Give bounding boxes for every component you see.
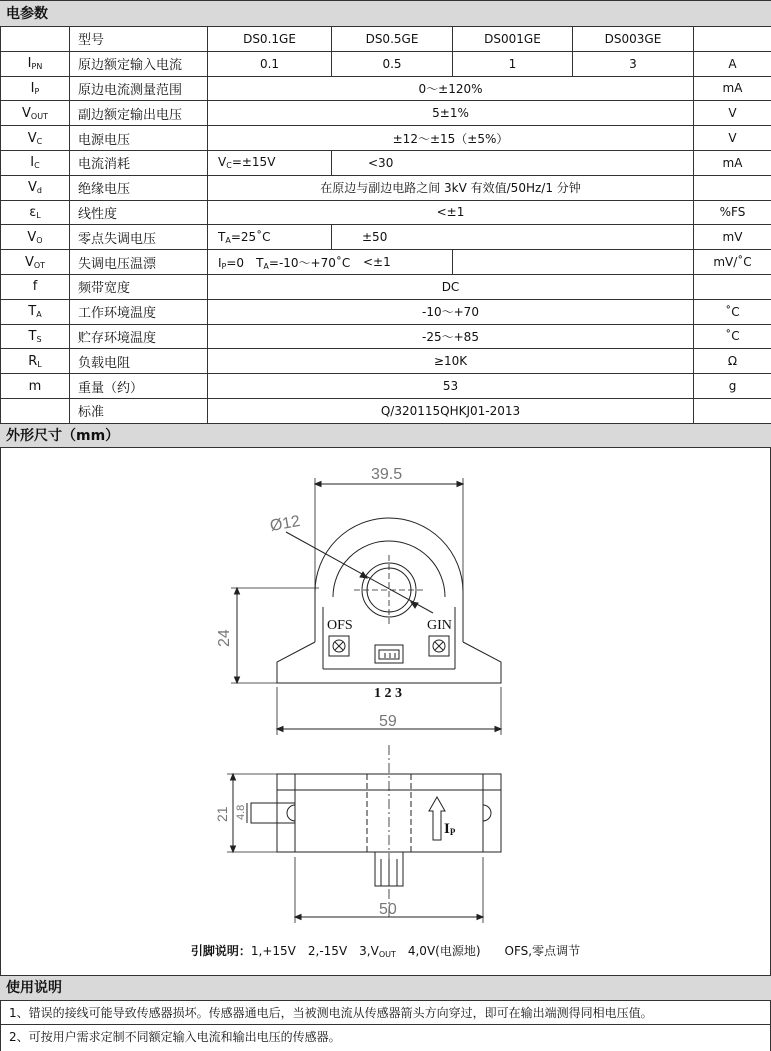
param-symbol: $I_C$ — [1, 150, 70, 175]
table-row — [1, 200, 771, 225]
dim-height: 24 — [216, 629, 233, 647]
table-row — [1, 349, 771, 374]
param-symbol: $V_d$ — [1, 175, 70, 200]
param-symbol: $R_L$ — [1, 349, 70, 374]
table-row — [1, 175, 771, 200]
param-value: <±1 — [208, 200, 694, 225]
param-value: -25～+85 — [208, 324, 694, 349]
usage-line-2: 2、可按用户需求定制不同额定输入电流和输出电压的传感器。 — [0, 1025, 771, 1051]
param-unit — [694, 274, 771, 299]
table-row — [1, 101, 771, 126]
section-title-dimensions: 外形尺寸（mm） — [0, 423, 771, 448]
param-unit: %FS — [694, 200, 771, 225]
pin-label: 引脚说明： — [190, 944, 251, 958]
model-label: DS001GE — [453, 27, 573, 52]
param-unit: mV — [694, 225, 771, 250]
dim-side-width: 50 — [379, 901, 397, 918]
param-value: 53 — [208, 374, 694, 399]
param-symbol: m — [1, 374, 70, 399]
param-name: 电源电压 — [70, 126, 208, 151]
param-unit: g — [694, 374, 771, 399]
drawing-svg — [1, 447, 770, 975]
label-gin: GIN — [427, 618, 452, 633]
table-row — [1, 250, 771, 275]
param-value: ±50 — [332, 225, 694, 250]
section-title-usage: 使用说明 — [0, 975, 771, 1001]
param-value: Q/320115QHKJ01-2013 — [208, 398, 694, 423]
section-title-params: 电参数 — [0, 0, 771, 27]
param-symbol: $I_P$ — [1, 76, 70, 101]
param-name: 失调电压温漂 — [70, 250, 208, 275]
table-row — [1, 150, 771, 175]
dimension-drawing — [0, 447, 771, 975]
pin-text-2: 4,0V(电源地) OFS,零点调节 — [395, 944, 581, 958]
label-ofs: OFS — [327, 618, 353, 633]
param-name: 原边电流测量范围 — [70, 76, 208, 101]
table-row — [1, 324, 771, 349]
params-table — [0, 26, 771, 424]
dim-base-width: 59 — [379, 713, 397, 730]
dim-hole: Ø12 — [268, 512, 302, 535]
param-name: 原边额定输入电流 — [70, 51, 208, 76]
table-row — [1, 299, 771, 324]
param-name: 重量（约） — [70, 374, 208, 399]
param-unit: mA — [694, 150, 771, 175]
table-row — [1, 274, 771, 299]
param-unit — [694, 398, 771, 423]
param-name: 负载电阻 — [70, 349, 208, 374]
param-name: 零点失调电压 — [70, 225, 208, 250]
param-value: <±1 — [363, 250, 604, 275]
header-symbol — [1, 27, 70, 52]
dim-side-height: 21 — [214, 806, 230, 822]
param-symbol: $V_{OT}$ — [1, 250, 70, 275]
param-name: 线性度 — [70, 200, 208, 225]
param-name: 工作环境温度 — [70, 299, 208, 324]
pin-numbers: 1 2 3 — [374, 686, 402, 701]
side-view — [227, 745, 501, 923]
model-label: DS0.1GE — [208, 27, 332, 52]
param-unit: V — [694, 101, 771, 126]
param-name: 电流消耗 — [70, 150, 208, 175]
pin-sub: OUT — [378, 950, 396, 959]
pin-description — [0, 942, 771, 959]
table-row — [1, 374, 771, 399]
param-unit: ˚C — [694, 324, 771, 349]
header-unit — [694, 27, 771, 52]
param-unit: ˚C — [694, 299, 771, 324]
param-symbol — [1, 398, 70, 423]
param-name: 副边额定输出电压 — [70, 101, 208, 126]
param-value: ±12～±15（±5%） — [208, 126, 694, 151]
dim-slot: 4.8 — [235, 804, 247, 820]
param-symbol: $V_C$ — [1, 126, 70, 151]
param-value: 1 — [453, 51, 573, 76]
table-header-row — [1, 27, 771, 52]
param-condition: $V_C=\pm 15V$ — [208, 150, 332, 175]
param-symbol: $V_{OUT}$ — [1, 101, 70, 126]
param-symbol: $T_S$ — [1, 324, 70, 349]
param-symbol: $I_{PN}$ — [1, 51, 70, 76]
param-value: DC — [208, 274, 694, 299]
param-name: 频带宽度 — [70, 274, 208, 299]
param-symbol: $T_A$ — [1, 299, 70, 324]
table-row — [1, 76, 771, 101]
param-unit — [694, 175, 771, 200]
param-condition: $I_P=0$ $T_A=-10\sim+70˚C$ — [208, 250, 453, 275]
param-symbol: $V_O$ — [1, 225, 70, 250]
param-name: 贮存环境温度 — [70, 324, 208, 349]
param-value: 0～±120% — [208, 76, 694, 101]
header-model: 型号 — [70, 27, 208, 52]
param-unit: V — [694, 126, 771, 151]
usage-line-1: 1、错误的接线可能导致传感器损坏。传感器通电后，当被测电流从传感器箭头方向穿过，即可在输出端测得同相电压值。 — [0, 1001, 771, 1025]
param-name: 绝缘电压 — [70, 175, 208, 200]
param-symbol: f — [1, 274, 70, 299]
dim-top-width: 39.5 — [371, 466, 403, 483]
param-condition: $T_A=25˚C$ — [208, 225, 332, 250]
param-value: 0.1 — [208, 51, 332, 76]
param-value: 3 — [573, 51, 694, 76]
front-view — [231, 478, 501, 735]
model-label: DS003GE — [573, 27, 694, 52]
param-unit: Ω — [694, 349, 771, 374]
param-symbol: $\varepsilon_L$ — [1, 200, 70, 225]
param-unit: A — [694, 51, 771, 76]
param-value: -10～+70 — [208, 299, 694, 324]
table-row — [1, 398, 771, 423]
model-label: DS0.5GE — [332, 27, 453, 52]
table-row — [1, 51, 771, 76]
param-value: ≥10K — [208, 349, 694, 374]
param-value: 5±1% — [208, 101, 694, 126]
param-value: 0.5 — [332, 51, 453, 76]
param-value: <30 — [332, 150, 694, 175]
table-row — [1, 126, 771, 151]
table-row — [1, 225, 771, 250]
param-unit: mV/˚C — [694, 250, 771, 275]
param-name: 标准 — [70, 398, 208, 423]
pin-text-1: 1,+15V 2,-15V 3,V — [250, 944, 379, 958]
param-unit: mA — [694, 76, 771, 101]
arrow-label: IP — [444, 821, 456, 837]
param-value: 在原边与副边电路之间 3kV 有效值/50Hz/1 分钟 — [208, 175, 694, 200]
